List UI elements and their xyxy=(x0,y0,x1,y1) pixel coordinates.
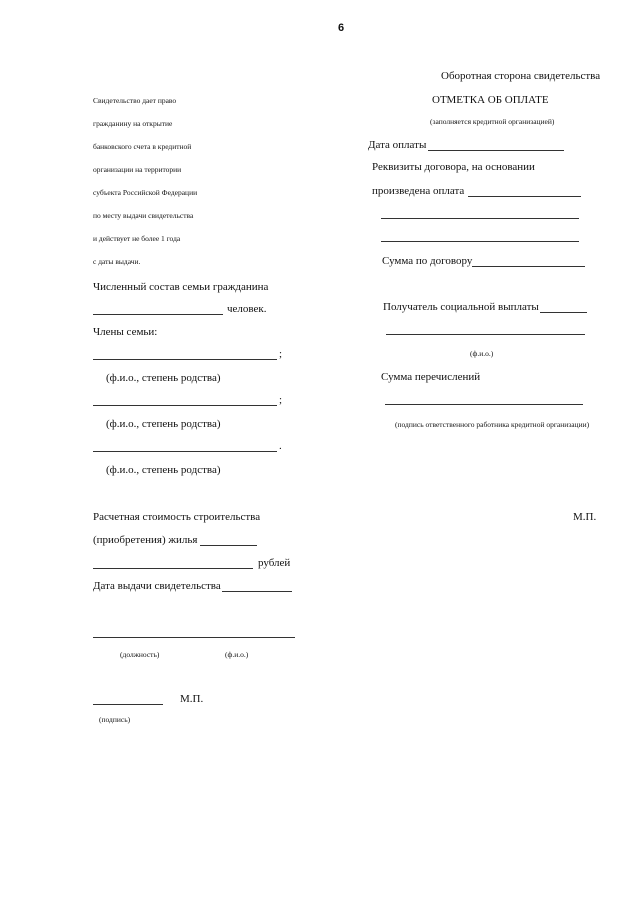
official-signature-line[interactable] xyxy=(93,637,295,638)
page-number: 6 xyxy=(338,22,345,34)
responsible-signature-caption: (подпись ответственного работника кредитной организации) xyxy=(395,420,590,429)
contract-details-label: Реквизиты договора, на основании xyxy=(372,161,535,173)
family-member-line[interactable] xyxy=(93,405,277,406)
bank-seal-mark: М.П. xyxy=(573,511,597,523)
family-member-caption: (ф.и.о., степень родства) xyxy=(106,464,221,476)
recipient-caption: (ф.и.о.) xyxy=(470,349,494,358)
payment-title: ОТМЕТКА ОБ ОПЛАТЕ xyxy=(432,94,549,106)
page-header: Оборотная сторона свидетельства xyxy=(441,70,601,82)
cost-label: Расчетная стоимость строительства xyxy=(93,511,261,523)
line-end-mark: . xyxy=(279,440,282,452)
currency-label: рублей xyxy=(258,557,291,569)
line-end-mark: ; xyxy=(279,394,283,406)
line-end-mark: ; xyxy=(279,348,283,360)
family-members-label: Члены семьи: xyxy=(93,326,158,338)
family-member-caption: (ф.и.о., степень родства) xyxy=(106,418,221,430)
contract-details-line[interactable] xyxy=(381,218,579,219)
cost-label-cont: (приобретения) жилья xyxy=(93,534,198,546)
position-caption: (должность) xyxy=(120,650,160,659)
name-caption: (ф.и.о.) xyxy=(225,650,249,659)
family-count-line[interactable] xyxy=(93,314,223,315)
note-line: Свидетельство дает право xyxy=(93,96,177,105)
note-line: по месту выдачи свидетельства xyxy=(93,211,194,220)
contract-sum-label: Сумма по договору xyxy=(382,255,473,267)
responsible-signature-line[interactable] xyxy=(385,404,583,405)
note-line: и действует не более 1 года xyxy=(93,234,181,243)
recipient-line[interactable] xyxy=(540,312,587,313)
note-line: гражданину на открытие xyxy=(93,119,173,128)
family-count-label: Численный состав семьи гражданина xyxy=(93,281,269,293)
recipient-name-line[interactable] xyxy=(386,334,585,335)
note-line: субъекта Российской Федерации xyxy=(93,188,198,197)
seal-mark: М.П. xyxy=(180,693,204,705)
persons-label: человек. xyxy=(227,303,267,315)
sign-caption: (подпись) xyxy=(99,715,131,724)
payment-date-line[interactable] xyxy=(428,150,564,151)
issue-date-line[interactable] xyxy=(222,591,292,592)
note-line: организации на территории xyxy=(93,165,182,174)
cost-line[interactable] xyxy=(200,545,257,546)
transfer-sum-label: Сумма перечислений xyxy=(381,371,481,383)
contract-details-label-cont: произведена оплата xyxy=(372,185,465,197)
contract-details-line[interactable] xyxy=(468,196,581,197)
issue-date-label: Дата выдачи свидетельства xyxy=(93,580,221,592)
family-member-line[interactable] xyxy=(93,359,277,360)
family-member-line[interactable] xyxy=(93,451,277,452)
sign-line[interactable] xyxy=(93,704,163,705)
family-member-caption: (ф.и.о., степень родства) xyxy=(106,372,221,384)
cost-amount-line[interactable] xyxy=(93,568,253,569)
contract-sum-line[interactable] xyxy=(472,266,585,267)
recipient-label: Получатель социальной выплаты xyxy=(383,301,539,313)
payment-date-label: Дата оплаты xyxy=(368,139,427,151)
note-line: с даты выдачи. xyxy=(93,257,141,266)
payment-subtitle: (заполняется кредитной организацией) xyxy=(430,117,555,126)
contract-details-line[interactable] xyxy=(381,241,579,242)
note-line: банковского счета в кредитной xyxy=(93,142,192,151)
